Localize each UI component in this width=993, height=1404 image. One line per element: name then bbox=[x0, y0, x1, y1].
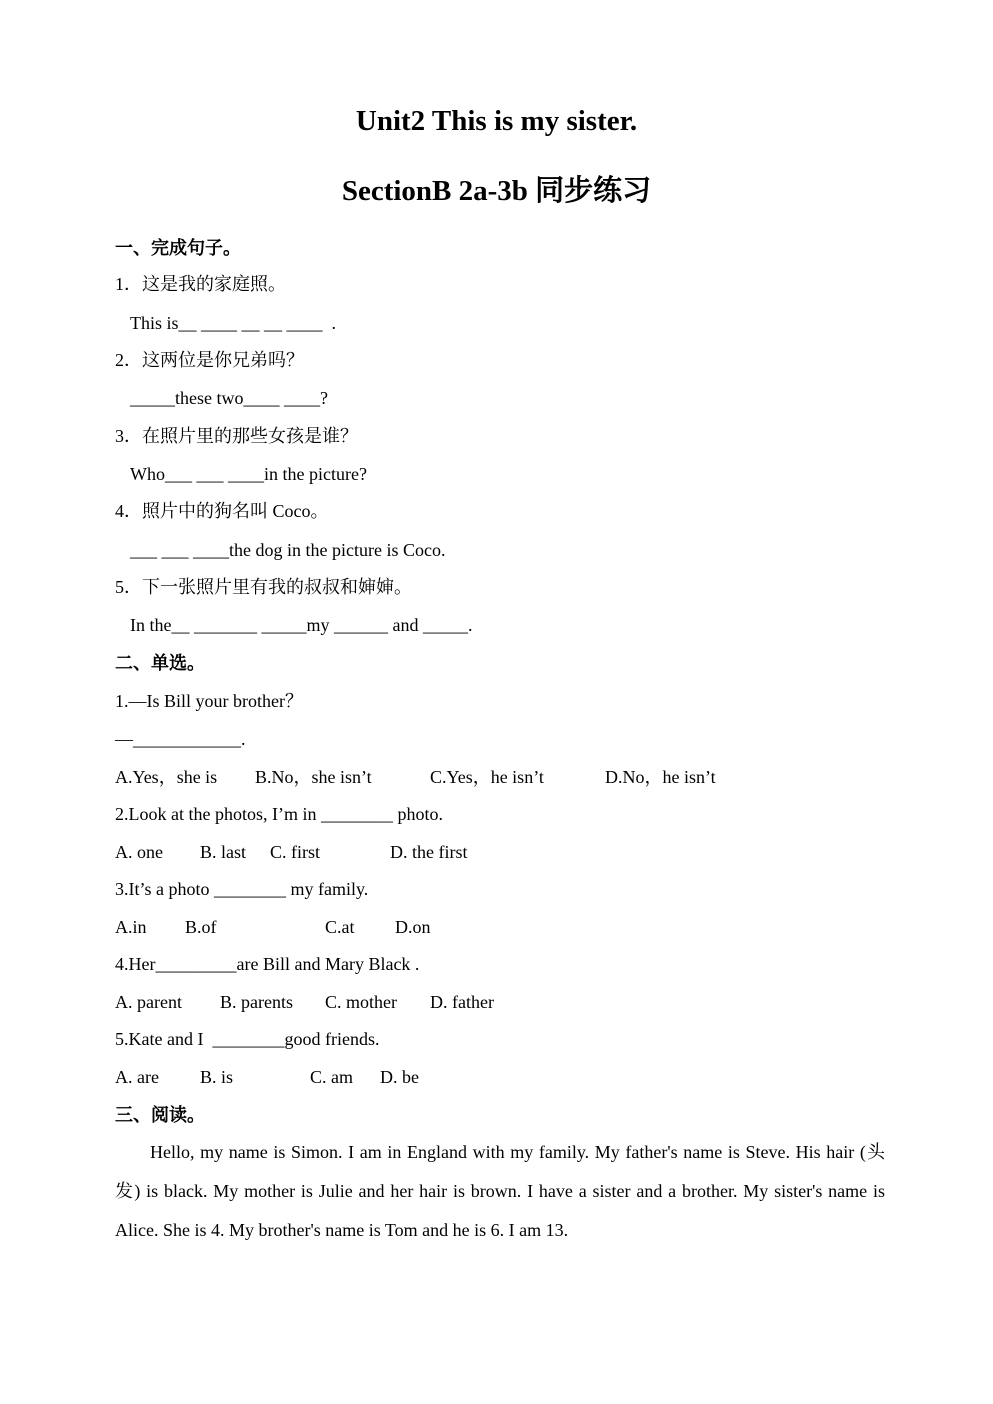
question-2-english: _____these two____ ____? bbox=[130, 388, 328, 408]
mc-question-1: 1.—Is Bill your brother？ bbox=[115, 691, 303, 711]
question-3-chinese: 3．在照片里的那些女孩是谁？ bbox=[115, 426, 358, 446]
mc-q3-option-c: C.at bbox=[325, 917, 355, 937]
mc-q5-option-b: B. is bbox=[200, 1067, 234, 1087]
question-5-english: In the__ _______ _____my ______ and _____. bbox=[130, 615, 473, 635]
section-heading-reading: 三、阅读。 bbox=[115, 1105, 205, 1125]
mc-q3-option-d: D.on bbox=[395, 917, 431, 937]
question-5-chinese: 5．下一张照片里有我的叔叔和婶婶。 bbox=[115, 577, 412, 597]
mc-q1-option-c: C.Yes，he isn’t bbox=[430, 767, 544, 787]
mc-q5-option-d: D. be bbox=[380, 1067, 419, 1087]
question-2-chinese: 2．这两位是你兄弟吗？ bbox=[115, 350, 304, 370]
mc-question-3: 3.It’s a photo ________ my family. bbox=[115, 879, 369, 899]
mc-q1-option-a: A.Yes，she is bbox=[115, 767, 218, 787]
mc-q1-option-d: D.No，he isn’t bbox=[605, 767, 716, 787]
mc-q2-option-d: D. the first bbox=[390, 842, 468, 862]
page-title: Unit2 This is my sister. bbox=[355, 105, 638, 137]
mc-q4-option-d: D. father bbox=[430, 992, 494, 1012]
question-3-english: Who___ ___ ____in the picture? bbox=[130, 464, 367, 484]
mc-q4-option-b: B. parents bbox=[220, 992, 293, 1012]
section-heading-single-choice: 二、单选。 bbox=[115, 653, 205, 673]
mc-q3-option-a: A.in bbox=[115, 917, 147, 937]
question-4-chinese: 4．照片中的狗名叫 Coco。 bbox=[115, 501, 329, 521]
mc-q1-option-b: B.No，she isn’t bbox=[255, 767, 372, 787]
mc-q5-option-a: A. are bbox=[115, 1067, 159, 1087]
question-1-chinese: 1．这是我的家庭照。 bbox=[115, 274, 286, 294]
question-1-english: This is__ ____ __ __ ____ . bbox=[130, 313, 337, 333]
mc-question-4: 4.Her_________are Bill and Mary Black . bbox=[115, 954, 420, 974]
mc-q4-option-c: C. mother bbox=[325, 992, 397, 1012]
mc-q3-option-b: B.of bbox=[185, 917, 217, 937]
mc-q2-option-a: A. one bbox=[115, 842, 163, 862]
mc-q5-option-c: C. am bbox=[310, 1067, 353, 1087]
mc-q2-option-c: C. first bbox=[270, 842, 321, 862]
mc-answer-line: —____________. bbox=[115, 729, 246, 749]
mc-question-2: 2.Look at the photos, I’m in ________ photo. bbox=[115, 804, 443, 824]
section-heading-complete-sentences: 一、完成句子。 bbox=[115, 238, 241, 258]
mc-question-5: 5.Kate and I ________good friends. bbox=[115, 1029, 380, 1049]
mc-q4-option-a: A. parent bbox=[115, 992, 182, 1012]
mc-q2-option-b: B. last bbox=[200, 842, 247, 862]
page-subtitle: SectionB 2a-3b 同步练习 bbox=[341, 175, 652, 207]
question-4-english: ___ ___ ____the dog in the picture is Coco. bbox=[130, 540, 446, 560]
reading-passage: Hello, my name is Simon. I am in England with my family. My father's name is Steve. His hair (头发) is black. My mother is Julie and her hair is brown. I have a sister and a brother. My sister's name is Alice. She is 4. My brother's name is Tom and he is 6. I am 13. bbox=[115, 1142, 885, 1240]
